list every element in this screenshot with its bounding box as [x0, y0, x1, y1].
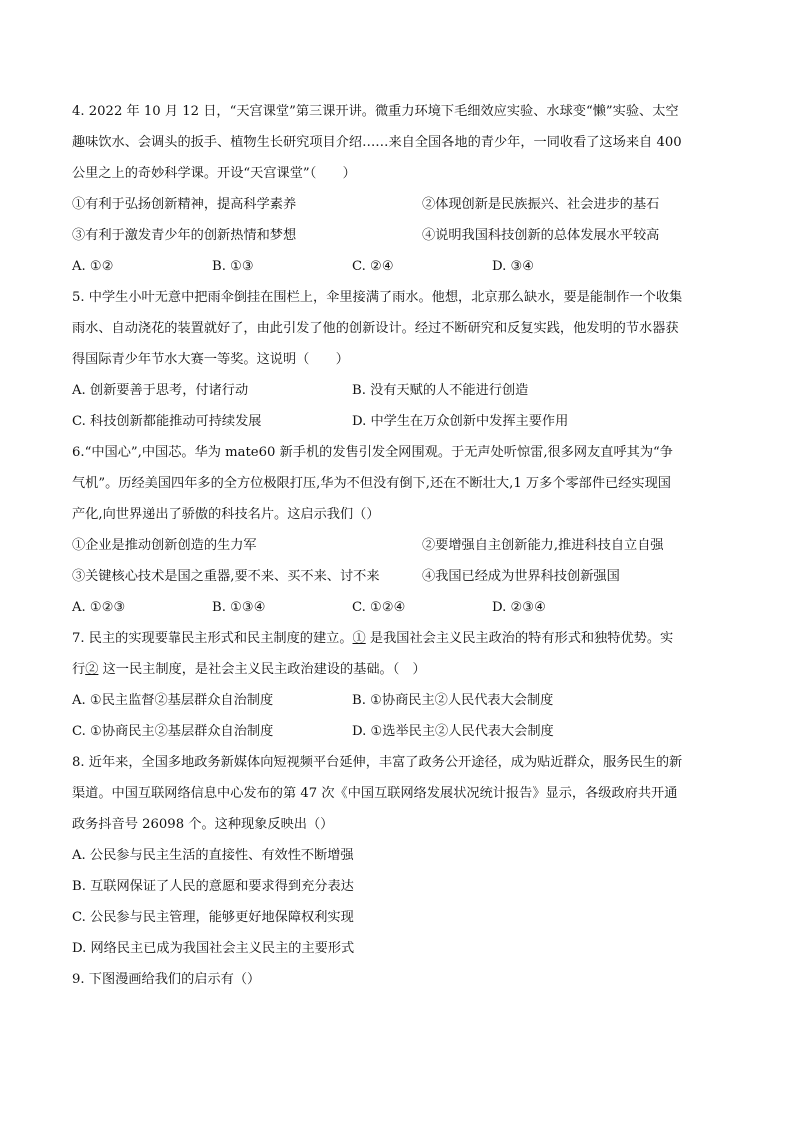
option-c: C. 科技创新都能推动可持续发展 — [72, 414, 262, 429]
option-b: B. 互联网保证了人民的意愿和要求得到充分表达 — [72, 879, 354, 894]
statement-row — [72, 530, 722, 561]
question-stem-line: 得国际青少年节水大赛一等奖。这说明（ ） — [72, 352, 349, 367]
question-4 — [72, 96, 722, 282]
blank-2: ② — [85, 662, 99, 677]
stem-text: 是我国社会主义民主政治的特有形式和独特优势。实 — [365, 631, 674, 646]
blank-1: ① — [352, 631, 366, 646]
option-a: A. ①民主监督②基层群众自治制度 — [72, 693, 274, 708]
statement: ④我国已经成为世界科技创新强国 — [422, 569, 620, 584]
statement-row — [72, 189, 722, 220]
question-stem-line — [72, 654, 722, 685]
question-stem-line: 气机”。历经美国四年多的全方位极限打压,华为不但没有倒下,还在不断壮大,1 万多个零部件已经实现国 — [72, 476, 671, 491]
question-stem-line: 雨水、自动浇花的装置就好了，由此引发了他的创新设计。经过不断研究和反复实践，他发明的节水器获 — [72, 321, 679, 336]
question-stem-line — [72, 623, 722, 654]
question-7 — [72, 623, 722, 747]
option-c: C. ②④ — [352, 259, 394, 274]
option-d: D. ①选举民主②人民代表大会制度 — [352, 724, 554, 739]
option-a: A. 公民参与民主生活的直接性、有效性不断增强 — [72, 848, 354, 863]
stem-text: 这一民主制度，是社会主义民主政治建设的基础。（ ） — [98, 662, 426, 677]
question-stem-line: 6.“中国心”,中国芯。华为 mate60 新手机的发售引发全网围观。于无声处听惊雷,很多网友直呼其为“争 — [72, 445, 673, 460]
stem-text: 行 — [72, 662, 86, 677]
option-row — [72, 406, 722, 437]
option-a: A. ①② — [72, 259, 114, 274]
statement: ④说明我国科技创新的总体发展水平较高 — [422, 228, 660, 243]
option-row — [72, 251, 722, 282]
statement-row — [72, 220, 722, 251]
option-b: B. 没有天赋的人不能进行创造 — [352, 383, 529, 398]
statement: ③有利于激发青少年的创新热情和梦想 — [72, 228, 297, 243]
statement-row — [72, 561, 722, 592]
option-b: B. ①协商民主②人民代表大会制度 — [352, 693, 554, 708]
question-stem-line: 5. 中学生小叶无意中把雨伞倒挂在围栏上，伞里接满了雨水。他想，北京那么缺水，要是能制作一个收集 — [72, 290, 683, 305]
option-c: C. ①②④ — [352, 600, 406, 615]
question-stem-line: 产化,向世界递出了骄傲的科技名片。这启示我们（） — [72, 507, 380, 522]
question-8 — [72, 747, 722, 964]
option-row — [72, 685, 722, 716]
statement: ②体现创新是民族振兴、社会进步的基石 — [422, 197, 660, 212]
option-d: D. 网络民主已成为我国社会主义民主的主要形式 — [72, 941, 355, 956]
question-list — [72, 96, 722, 995]
statement: ①企业是推动创新创造的生力军 — [72, 538, 257, 553]
question-stem-line: 公里之上的奇妙科学课。开设“天宫课堂”（ ） — [72, 166, 356, 181]
question-stem-line: 9. 下图漫画给我们的启示有（） — [72, 972, 261, 987]
statement: ③关键核心技术是国之重器,要不来、买不来、讨不来 — [72, 569, 380, 584]
question-9 — [72, 964, 722, 995]
option-d: D. 中学生在万众创新中发挥主要作用 — [352, 414, 569, 429]
question-stem-line: 趣味饮水、会调头的扳手、植物生长研究项目介绍……来自全国各地的青少年，一同收看了这场来自 400 — [72, 135, 682, 150]
option-a: A. 创新要善于思考，付诸行动 — [72, 383, 249, 398]
question-stem-line: 8. 近年来，全国多地政务新媒体向短视频平台延伸，丰富了政务公开途径，成为贴近群众，服务民生的新 — [72, 755, 683, 770]
option-row — [72, 375, 722, 406]
option-a: A. ①②③ — [72, 600, 126, 615]
option-d: D. ③④ — [492, 259, 535, 274]
statement: ①有利于弘扬创新精神，提高科学素养 — [72, 197, 297, 212]
question-stem-line: 4. 2022 年 10 月 12 日，“天宫课堂”第三课开讲。微重力环境下毛细效应实验、水球变“懒”实验、太空 — [72, 104, 679, 119]
question-stem-line: 政务抖音号 26098 个。这种现象反映出（） — [72, 817, 334, 832]
stem-text: 7. 民主的实现要靠民主形式和民主制度的建立。 — [72, 631, 353, 646]
option-c: C. 公民参与民主管理，能够更好地保障权利实现 — [72, 910, 354, 925]
option-row — [72, 592, 722, 623]
question-6 — [72, 437, 722, 623]
question-stem-line: 渠道。中国互联网络信息中心发布的第 47 次《中国互联网络发展状况统计报告》显示，各级政府共开通 — [72, 786, 678, 801]
option-row — [72, 716, 722, 747]
question-5 — [72, 282, 722, 437]
option-c: C. ①协商民主②基层群众自治制度 — [72, 724, 274, 739]
option-d: D. ②③④ — [492, 600, 546, 615]
statement: ②要增强自主创新能力,推进科技自立自强 — [422, 538, 664, 553]
option-b: B. ①③ — [212, 259, 254, 274]
option-b: B. ①③④ — [212, 600, 266, 615]
